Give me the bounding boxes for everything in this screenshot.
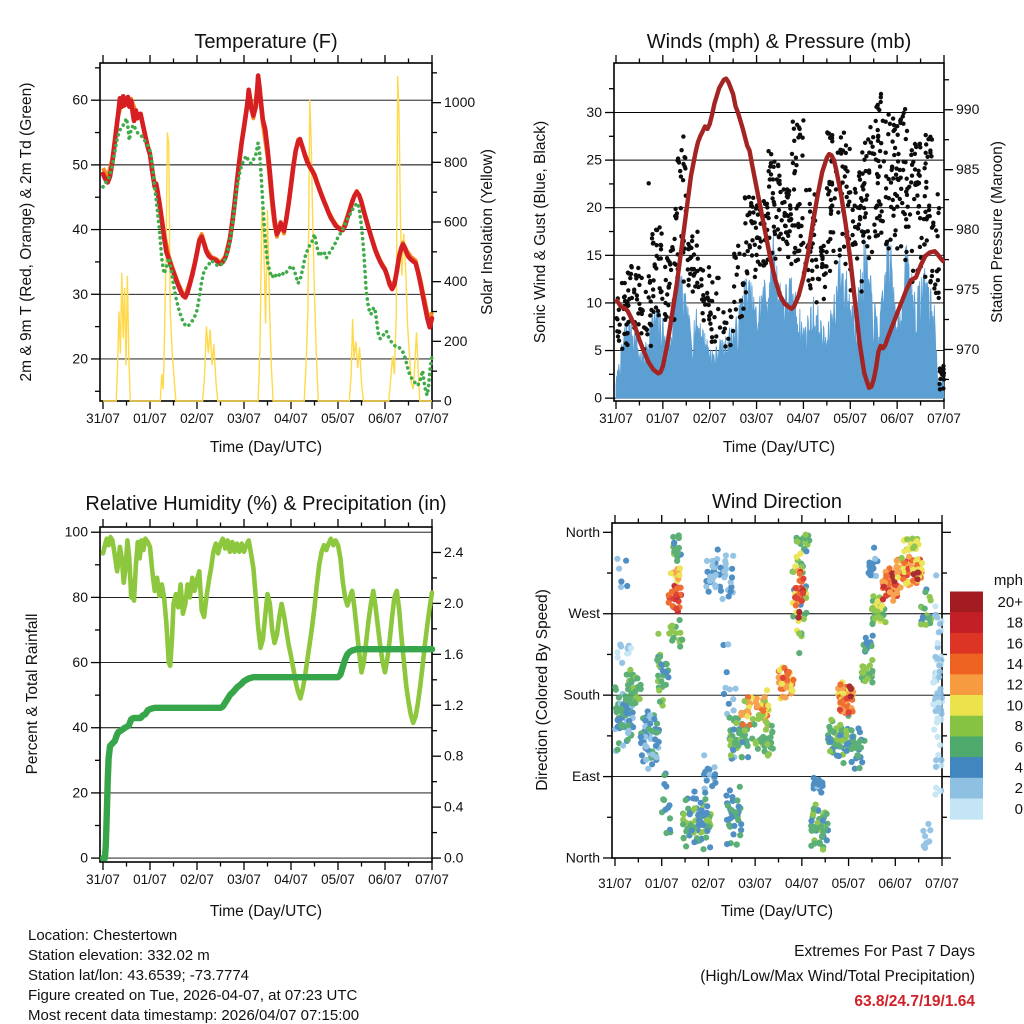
svg-text:04/07: 04/07 xyxy=(274,411,308,426)
svg-text:South: South xyxy=(563,686,600,703)
legend-swatch xyxy=(950,799,983,820)
svg-text:990: 990 xyxy=(956,101,980,118)
temperature-chart xyxy=(18,31,496,456)
svg-text:0.4: 0.4 xyxy=(444,798,464,815)
svg-text:50: 50 xyxy=(72,156,88,173)
svg-text:31/07: 31/07 xyxy=(598,876,632,891)
svg-text:East: East xyxy=(571,768,600,785)
svg-text:03/07: 03/07 xyxy=(227,411,261,426)
humidity_precip-chart xyxy=(24,493,464,920)
speed-legend-title: mph xyxy=(993,572,1023,589)
extremes-title: Extremes For Past 7 Days xyxy=(794,943,975,960)
svg-text:400: 400 xyxy=(444,273,468,290)
legend-swatch xyxy=(950,674,983,695)
svg-text:975: 975 xyxy=(956,281,980,298)
station-latlon: Station lat/lon: 43.6539; -73.7774 xyxy=(28,967,250,984)
svg-text:31/07: 31/07 xyxy=(86,411,120,426)
svg-text:North: North xyxy=(565,523,600,540)
svg-text:North: North xyxy=(565,849,600,866)
svg-text:200: 200 xyxy=(444,332,468,349)
svg-text:01/07: 01/07 xyxy=(644,876,679,891)
legend-label: 4 xyxy=(1014,759,1023,777)
legend-label: 16 xyxy=(1006,635,1023,653)
svg-text:1.2: 1.2 xyxy=(444,696,464,713)
svg-text:06/07: 06/07 xyxy=(368,872,402,887)
legend-label: 8 xyxy=(1014,718,1023,736)
legend-label: 10 xyxy=(1006,697,1023,715)
svg-text:980: 980 xyxy=(956,221,980,238)
svg-text:05/07: 05/07 xyxy=(831,876,866,891)
humidity_precip-axes xyxy=(24,493,464,920)
svg-text:5: 5 xyxy=(594,342,602,359)
legend-label: 12 xyxy=(1006,676,1023,694)
legend-swatch xyxy=(950,612,983,633)
legend-swatch xyxy=(950,695,983,716)
svg-text:05/07: 05/07 xyxy=(833,411,868,426)
station-info xyxy=(28,926,359,1024)
svg-text:06/07: 06/07 xyxy=(880,411,915,426)
svg-text:30: 30 xyxy=(72,285,88,302)
wind-direction-scatter xyxy=(612,532,945,853)
rainfall-series xyxy=(103,649,432,858)
svg-text:01/07: 01/07 xyxy=(133,411,167,426)
speed-legend xyxy=(950,572,1023,820)
station-location: Location: Chestertown xyxy=(28,927,178,944)
legend-swatch xyxy=(950,592,983,613)
svg-text:01/07: 01/07 xyxy=(645,411,680,426)
legend-label: 2 xyxy=(1014,780,1023,798)
svg-text:40: 40 xyxy=(72,221,88,238)
temp-9m-series xyxy=(103,80,432,321)
humidity_precip-ylabel-left: Percent & Total Rainfall xyxy=(24,613,41,775)
legend-label: 18 xyxy=(1006,614,1023,632)
temperature-ylabel-left: 2m & 9m T (Red, Orange) & 2m Td (Green) xyxy=(18,82,35,382)
legend-swatch xyxy=(950,757,983,778)
temperature-ylabel-right: Solar Insolation (Yellow) xyxy=(479,149,496,315)
svg-text:0: 0 xyxy=(594,389,602,406)
temperature-title: Temperature (F) xyxy=(194,31,338,53)
winds_pressure-ylabel-right: Station Pressure (Maroon) xyxy=(989,141,1006,323)
temperature-xlabel: Time (Day/UTC) xyxy=(209,439,323,456)
winds_pressure-chart xyxy=(532,31,1006,456)
svg-text:06/07: 06/07 xyxy=(368,411,402,426)
legend-label: 0 xyxy=(1014,800,1023,818)
svg-text:31/07: 31/07 xyxy=(86,872,120,887)
svg-text:30: 30 xyxy=(586,104,602,121)
svg-text:02/07: 02/07 xyxy=(691,876,726,891)
svg-text:West: West xyxy=(568,605,600,622)
legend-swatch xyxy=(950,654,983,675)
svg-text:05/07: 05/07 xyxy=(321,411,355,426)
svg-text:0: 0 xyxy=(444,392,452,409)
svg-text:20: 20 xyxy=(586,199,602,216)
svg-text:04/07: 04/07 xyxy=(786,411,821,426)
svg-text:01/07: 01/07 xyxy=(133,872,167,887)
wind_direction-title: Wind Direction xyxy=(711,491,843,513)
winds_pressure-ylabel-left: Sonic Wind & Gust (Blue, Black) xyxy=(532,120,549,344)
svg-text:05/07: 05/07 xyxy=(321,872,355,887)
svg-text:0.8: 0.8 xyxy=(444,747,464,764)
winds_pressure-title: Winds (mph) & Pressure (mb) xyxy=(646,31,912,53)
legend-swatch xyxy=(950,778,983,799)
svg-text:20: 20 xyxy=(72,350,88,367)
svg-text:40: 40 xyxy=(72,719,88,736)
svg-text:80: 80 xyxy=(72,588,88,605)
legend-swatch xyxy=(950,716,983,737)
svg-text:15: 15 xyxy=(586,246,602,263)
svg-text:25: 25 xyxy=(586,151,602,168)
svg-text:02/07: 02/07 xyxy=(180,872,214,887)
temp-2m-series xyxy=(103,76,432,328)
humidity_precip-title: Relative Humidity (%) & Precipitation (in) xyxy=(85,493,447,515)
wind_direction-ylabel-left: Direction (Colored By Speed) xyxy=(534,589,551,791)
legend-swatch xyxy=(950,633,983,654)
wind_direction-xlabel: Time (Day/UTC) xyxy=(720,903,834,920)
winds_pressure-xlabel: Time (Day/UTC) xyxy=(722,439,836,456)
svg-text:03/07: 03/07 xyxy=(739,411,774,426)
legend-label: 20+ xyxy=(997,593,1023,611)
svg-text:0: 0 xyxy=(80,849,88,866)
svg-text:800: 800 xyxy=(444,153,468,170)
svg-text:06/07: 06/07 xyxy=(878,876,913,891)
humidity_precip-xlabel: Time (Day/UTC) xyxy=(209,903,323,920)
wind_direction-chart xyxy=(534,491,1023,920)
svg-text:60: 60 xyxy=(72,654,88,671)
svg-text:970: 970 xyxy=(956,340,980,357)
svg-text:02/07: 02/07 xyxy=(692,411,727,426)
svg-text:04/07: 04/07 xyxy=(274,872,308,887)
legend-swatch xyxy=(950,736,983,757)
extremes-values: 63.8/24.7/19/1.64 xyxy=(854,993,975,1010)
svg-text:600: 600 xyxy=(444,213,468,230)
svg-text:985: 985 xyxy=(956,161,980,178)
data-timestamp: Most recent data timestamp: 2026/04/07 07:15:00 xyxy=(28,1007,360,1024)
figure-created: Figure created on Tue, 2026-04-07, at 07:23 UTC xyxy=(28,987,358,1004)
svg-text:100: 100 xyxy=(64,523,88,540)
station-elevation: Station elevation: 332.02 m xyxy=(28,947,210,964)
svg-text:03/07: 03/07 xyxy=(227,872,261,887)
svg-text:20: 20 xyxy=(72,784,88,801)
legend-label: 6 xyxy=(1014,738,1023,756)
svg-text:31/07: 31/07 xyxy=(599,411,633,426)
svg-text:60: 60 xyxy=(72,91,88,108)
svg-text:1000: 1000 xyxy=(444,94,476,111)
extremes-subtitle: (High/Low/Max Wind/Total Precipitation) xyxy=(700,968,975,985)
svg-text:07/07: 07/07 xyxy=(925,876,959,891)
svg-text:02/07: 02/07 xyxy=(180,411,214,426)
legend-label: 14 xyxy=(1006,655,1023,673)
svg-text:07/07: 07/07 xyxy=(927,411,961,426)
svg-text:0.0: 0.0 xyxy=(444,849,464,866)
extremes-summary xyxy=(700,939,975,1014)
svg-text:07/07: 07/07 xyxy=(415,872,449,887)
humidity-series xyxy=(103,537,432,723)
svg-text:2.4: 2.4 xyxy=(444,543,464,560)
solar-insolation-series xyxy=(103,76,432,401)
svg-text:07/07: 07/07 xyxy=(415,411,449,426)
svg-text:03/07: 03/07 xyxy=(738,876,773,891)
svg-text:10: 10 xyxy=(586,294,602,311)
svg-text:2.0: 2.0 xyxy=(444,594,464,611)
svg-text:04/07: 04/07 xyxy=(784,876,819,891)
svg-text:1.6: 1.6 xyxy=(444,645,464,662)
